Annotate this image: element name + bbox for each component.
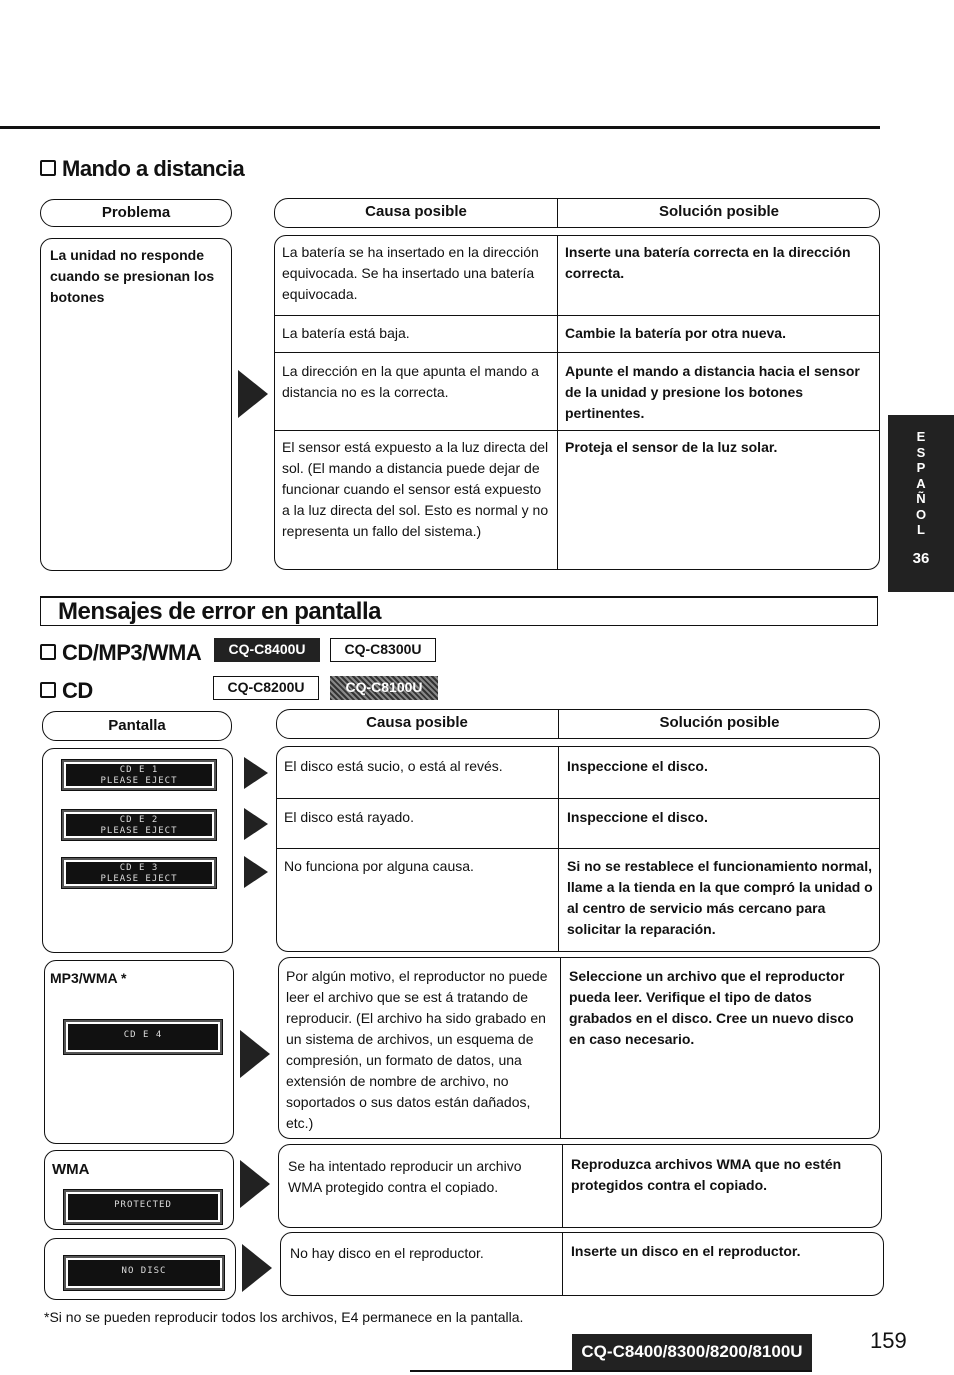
arrow-icon [238, 370, 268, 418]
cause-cell: El sensor está expuesto a la luz directa del sol. (El mando a distancia puede dejar de funcionar cuando el sensor está expuesto a la luz directa del sol. Esto es normal y no representa un fallo del sistema.) [282, 439, 549, 539]
tab-letter: Ñ [916, 491, 926, 506]
footer-model-banner: CQ-C8400/8300/8200/8100U [572, 1334, 812, 1370]
cause-cell: No funciona por alguna causa. [284, 858, 474, 874]
solution-cell: Inspeccione el disco. [567, 809, 708, 825]
header-display: Pantalla [42, 711, 232, 741]
tab-letter: S [916, 444, 926, 460]
header-solution: Solución posible [659, 714, 780, 731]
footnote: *Si no se pueden reproducir todos los archivos, E4 permanece en la pantalla. [44, 1309, 524, 1325]
lcd-display-e1: CD E 1 PLEASE EJECT [62, 760, 216, 790]
checkbox-icon [40, 682, 56, 698]
divider [276, 798, 880, 799]
tab-letter: E [916, 429, 926, 444]
arrow-icon [240, 1030, 270, 1078]
problem-text: La unidad no responde cuando se presionan los botones [50, 247, 215, 305]
cause-cell: La dirección en la que apunta el mando a distancia no es la correcta. [282, 363, 539, 400]
solution-cell: Inspeccione el disco. [567, 758, 708, 774]
cause-cell: La batería se ha insertado en la dirección equivocada. Se ha insertado una batería equivocada. [282, 244, 539, 302]
subsection-cd-mp3-wma: CD/MP3/WMA [40, 640, 201, 666]
lcd-display-e2: CD E 2 PLEASE EJECT [62, 810, 216, 840]
wma-label: WMA [52, 1161, 90, 1178]
mp3-wma-label: MP3/WMA * [50, 970, 127, 986]
divider [276, 848, 880, 849]
section-title-errors: Mensajes de error en pantalla [58, 598, 381, 625]
solution-cell: Inserte una batería correcta en la dirección correcta. [565, 244, 851, 281]
top-rule [0, 126, 880, 129]
solution-cell: Si no se restablece el funcionamiento normal, llame a la tienda en la que compró la unidad o al centro de servicio más cercano para solicitar la reparación. [567, 858, 873, 937]
divider [274, 315, 880, 316]
tab-letter: P [916, 460, 926, 475]
solution-cell: Reproduzca archivos WMA que no estén protegidos contra el copiado. [571, 1156, 842, 1193]
lcd-display-no-disc: NO DISC [64, 1256, 224, 1290]
tab-letter: O [915, 506, 927, 522]
tab-letter: A [916, 475, 926, 491]
divider [560, 957, 561, 1139]
arrow-icon [244, 808, 268, 840]
divider [562, 1232, 563, 1296]
cause-cell: El disco está sucio, o está al revés. [284, 758, 503, 774]
header-cause: Causa posible [365, 203, 467, 220]
header-problem: Problema [40, 199, 232, 227]
solution-cell: Cambie la batería por otra nueva. [565, 325, 786, 341]
model-badge: CQ-C8400U [214, 638, 320, 662]
lcd-display-protected: PROTECTED [64, 1190, 222, 1224]
arrow-icon [240, 1160, 270, 1208]
side-language-tab [888, 415, 954, 592]
solution-cell: Inserte un disco en el reproductor. [571, 1243, 801, 1259]
model-badge: CQ-C8200U [213, 676, 319, 700]
lcd-display-e3: CD E 3 PLEASE EJECT [62, 858, 216, 888]
footer-rule [410, 1370, 812, 1372]
header-cause: Causa posible [366, 714, 468, 731]
tab-number: 36 [912, 549, 930, 567]
cause-cell: Se ha intentado reproducir un archivo WMA protegido contra el copiado. [288, 1158, 522, 1195]
section-title-remote: Mando a distancia [40, 156, 244, 182]
page-number: 159 [870, 1328, 907, 1353]
checkbox-icon [40, 160, 56, 176]
tab-letter: L [917, 522, 925, 537]
divider [558, 746, 559, 952]
arrow-icon [242, 1244, 272, 1292]
lcd-display-e4: CD E 4 [64, 1020, 222, 1054]
cause-cell: La batería está baja. [282, 325, 410, 341]
divider [562, 1144, 563, 1228]
header-solution: Solución posible [658, 203, 779, 220]
divider [557, 235, 558, 570]
divider [274, 352, 880, 353]
model-badge: CQ-C8100U [330, 676, 438, 700]
checkbox-icon [40, 644, 56, 660]
subsection-cd: CD [40, 678, 93, 704]
arrow-icon [244, 856, 268, 888]
divider [274, 430, 880, 431]
solution-cell: Apunte el mando a distancia hacia el sensor de la unidad y presione los botones pertinentes. [565, 363, 860, 421]
solution-cell: Proteja el sensor de la luz solar. [565, 439, 778, 455]
solution-cell: Seleccione un archivo que el reproductor pueda leer. Verifique el tipo de datos grabados en el disco. Cree un nuevo disco en caso necesario. [569, 968, 854, 1047]
cause-cell: Por algún motivo, el reproductor no puede leer el archivo que se est á tratando de reproducir. (El archivo ha sido grabado en un sistema de archivos, un esquema de compresión, un formato de datos, una extensión de nombre de archivo, no soportados o sus datos están dañados, etc.) [286, 968, 548, 1131]
cause-cell: El disco está rayado. [284, 809, 414, 825]
model-badge: CQ-C8300U [330, 638, 436, 662]
arrow-icon [244, 757, 268, 789]
cause-cell: No hay disco en el reproductor. [290, 1245, 484, 1261]
